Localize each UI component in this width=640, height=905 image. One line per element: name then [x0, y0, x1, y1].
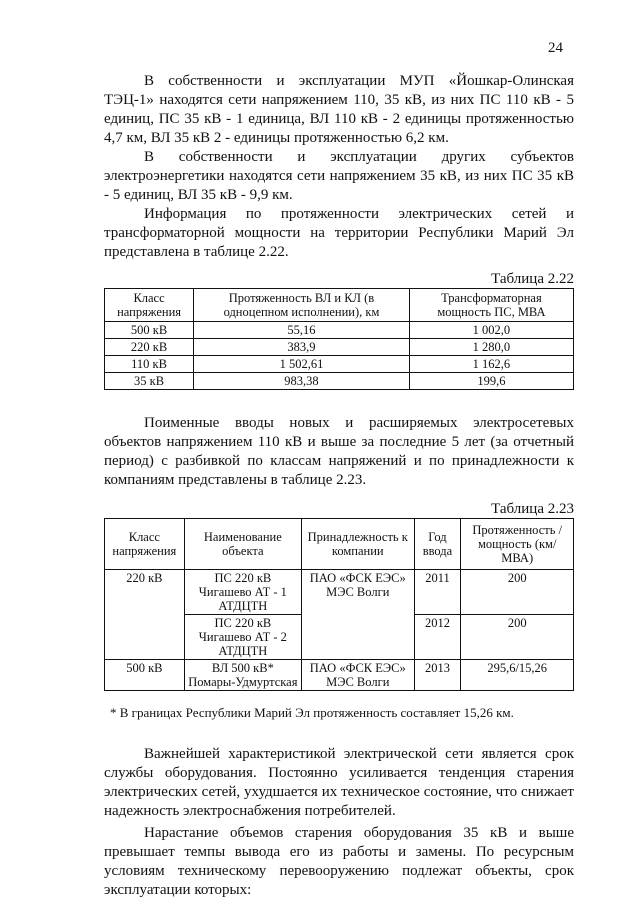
table-row [105, 570, 574, 615]
paragraph-6: Нарастание объемов старения оборудования 35 кВ и выше превышает темпы вывода его из работы и замены. По ресурсным условиям техническому перевооружению подлежат объекты, срок эксплуатации которых: [104, 825, 574, 898]
cell-line-length: 55,16 [194, 322, 410, 339]
table-22-caption: Таблица 2.22 [491, 271, 574, 287]
cell-length-capacity: 200 [461, 570, 574, 615]
header-transformer-capacity: Трансформаторная мощность ПС, МВА [409, 289, 573, 322]
header-voltage-class: Класс напряжения [105, 289, 194, 322]
header-object-name: Наименование объекта [184, 519, 301, 570]
table-row [105, 356, 574, 373]
paragraph-1: В собственности и эксплуатации МУП «Йошкар-Олинская ТЭЦ-1» находятся сети напряжением 110, 35 кВ, из них ПС 110 кВ - 5 единиц, ПС 35 кВ - 1 единица, ВЛ 110 кВ - 2 единицы протяженностью 4,7 км, ВЛ 35 кВ 2 - единицы протяженностью 6,2 км. [104, 73, 574, 146]
cell-transformer-capacity: 1 002,0 [409, 322, 573, 339]
cell-owner-company: ПАО «ФСК ЕЭС» МЭС Волги [301, 570, 414, 660]
header-voltage-class: Класс напряжения [105, 519, 185, 570]
table-row [105, 373, 574, 390]
table-23-caption: Таблица 2.23 [491, 501, 574, 517]
cell-object-name: ВЛ 500 кВ* Помары-Удмуртская [184, 660, 301, 691]
cell-length-capacity: 295,6/15,26 [461, 660, 574, 691]
table-22 [104, 288, 574, 390]
cell-voltage-class: 500 кВ [105, 660, 185, 691]
table-23 [104, 518, 574, 691]
header-commission-year: Год ввода [414, 519, 461, 570]
cell-line-length: 983,38 [194, 373, 410, 390]
cell-transformer-capacity: 199,6 [409, 373, 573, 390]
cell-line-length: 1 502,61 [194, 356, 410, 373]
cell-transformer-capacity: 1 280,0 [409, 339, 573, 356]
cell-voltage-class: 500 кВ [105, 322, 194, 339]
header-length-capacity: Протяженность /мощность (км/МВА) [461, 519, 574, 570]
page-number: 24 [548, 40, 563, 56]
paragraph-5: Важнейшей характеристикой электрической сети является срок службы оборудования. Постоянно усиливается тенденция старения электрических сетей, ухудшается их техническое состояние, что снижает надежность электроснабжения потребителей. [104, 746, 574, 819]
header-owner-company: Принадлежность к компании [301, 519, 414, 570]
cell-voltage-class: 110 кВ [105, 356, 194, 373]
paragraph-2: В собственности и эксплуатации других субъектов электроэнергетики находятся сети напряжением 35 кВ, из них ПС 35 кВ - 5 единиц, ВЛ 35 кВ - 9,9 км. [104, 149, 574, 203]
cell-transformer-capacity: 1 162,6 [409, 356, 573, 373]
cell-voltage-class: 220 кВ [105, 570, 185, 660]
cell-object-name: ПС 220 кВ Чигашево АТ - 2 АТДЦТН [184, 615, 301, 660]
table-23-footnote: * В границах Республики Марий Эл протяженность составляет 15,26 км. [110, 705, 514, 720]
table-row [105, 339, 574, 356]
cell-line-length: 383,9 [194, 339, 410, 356]
paragraph-3: Информация по протяженности электрических сетей и трансформаторной мощности на территории Республики Марий Эл представлена в таблице 2.22. [104, 206, 574, 260]
cell-owner-company: ПАО «ФСК ЕЭС» МЭС Волги [301, 660, 414, 691]
table-header-row [105, 289, 574, 322]
table-row [105, 322, 574, 339]
cell-commission-year: 2013 [414, 660, 461, 691]
paragraph-4: Поименные вводы новых и расширяемых электросетевых объектов напряжением 110 кВ и выше за последние 5 лет (за отчетный период) с разбивкой по классам напряжений и по принадлежности к компаниям представлены в таблице 2.23. [104, 415, 574, 488]
page-content [104, 72, 574, 900]
header-line-length: Протяженность ВЛ и КЛ (в одноцепном исполнении), км [194, 289, 410, 322]
cell-object-name: ПС 220 кВ Чигашево АТ - 1 АТДЦТН [184, 570, 301, 615]
cell-voltage-class: 35 кВ [105, 373, 194, 390]
table-header-row [105, 519, 574, 570]
cell-commission-year: 2011 [414, 570, 461, 615]
table-row [105, 660, 574, 691]
cell-length-capacity: 200 [461, 615, 574, 660]
cell-voltage-class: 220 кВ [105, 339, 194, 356]
cell-commission-year: 2012 [414, 615, 461, 660]
